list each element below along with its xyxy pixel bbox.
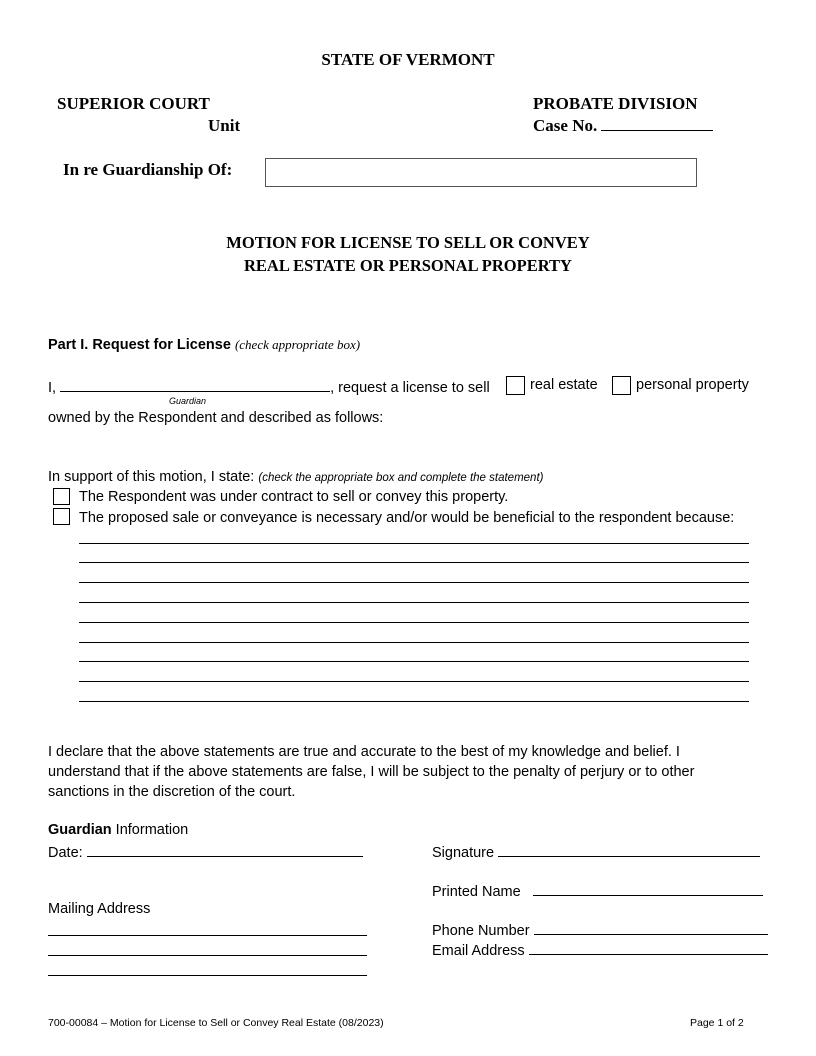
form-id: 700-00084 – Motion for License to Sell or Convey Real Estate (08/2023) — [48, 1017, 384, 1029]
date-label: Date: — [48, 845, 83, 861]
declaration-line2: understand that if the above statements are false, I will be subject to the penalty of perjury or to other — [48, 764, 695, 780]
reason-line[interactable] — [79, 661, 749, 662]
real-estate-label: real estate — [530, 377, 598, 393]
part1-hint: (check appropriate box) — [234, 337, 361, 352]
printed-name-row — [432, 881, 763, 900]
page-number: Page 1 of 2 — [690, 1017, 744, 1029]
mailing-address-line[interactable] — [48, 975, 367, 976]
guardian-name-field[interactable] — [60, 377, 330, 392]
email-label: Email Address — [432, 943, 525, 959]
real-estate-checkbox[interactable] — [506, 376, 525, 395]
reason-line[interactable] — [79, 543, 749, 544]
support-hint: (check the appropriate box and complete the statement) — [258, 472, 544, 484]
guardian-info-heading — [48, 822, 188, 838]
beneficial-checkbox[interactable] — [53, 508, 70, 525]
declaration-line3: sanctions in the discretion of the court. — [48, 784, 296, 800]
beneficial-option-label: The proposed sale or conveyance is necessary and/or would be beneficial to the respondent because: — [79, 510, 735, 526]
email-row — [432, 940, 768, 959]
support-intro-text: In support of this motion, I state: — [48, 469, 255, 485]
date-field[interactable] — [87, 842, 363, 857]
printed-name-label: Printed Name — [432, 884, 521, 900]
guardian-info-rest: Information — [111, 822, 189, 838]
mailing-address-line[interactable] — [48, 955, 367, 956]
form-title-line1: MOTION FOR LICENSE TO SELL OR CONVEY — [226, 233, 590, 252]
mailing-address-label: Mailing Address — [48, 901, 151, 917]
printed-name-field[interactable] — [533, 881, 763, 896]
case-number-field[interactable] — [601, 116, 713, 131]
date-row — [48, 842, 363, 861]
phone-row — [432, 920, 768, 939]
case-number-label: Case No. — [533, 116, 598, 135]
reason-line[interactable] — [79, 602, 749, 603]
guardian-info-bold: Guardian — [48, 822, 112, 838]
signature-label: Signature — [432, 845, 495, 861]
reason-line[interactable] — [79, 642, 749, 643]
signature-row — [432, 842, 760, 861]
reason-line[interactable] — [79, 701, 749, 702]
i-label: I, — [48, 380, 57, 396]
guardian-caption: Guardian — [169, 396, 207, 406]
reason-line[interactable] — [79, 582, 749, 583]
phone-field[interactable] — [534, 920, 768, 935]
form-title-line2: REAL ESTATE OR PERSONAL PROPERTY — [244, 256, 572, 275]
personal-property-checkbox[interactable] — [612, 376, 631, 395]
contract-option-label: The Respondent was under contract to sell or convey this property. — [79, 489, 509, 505]
court-name: SUPERIOR COURT — [57, 94, 210, 113]
mailing-address-line[interactable] — [48, 935, 367, 936]
email-field[interactable] — [529, 940, 768, 955]
division-name: PROBATE DIVISION — [533, 94, 698, 113]
guardianship-input[interactable] — [265, 158, 697, 187]
phone-label: Phone Number — [432, 923, 530, 939]
part1-heading-text: Part I. Request for License — [48, 337, 231, 353]
reason-line[interactable] — [79, 622, 749, 623]
request-text: , request a license to sell — [330, 380, 490, 396]
request-line — [48, 377, 490, 396]
support-intro — [48, 469, 543, 485]
signature-field[interactable] — [498, 842, 760, 857]
unit-label: Unit — [208, 116, 241, 135]
part1-heading — [48, 337, 360, 353]
reason-line[interactable] — [79, 562, 749, 563]
guardianship-label: In re Guardianship Of: — [63, 160, 233, 179]
declaration-line1: I declare that the above statements are true and accurate to the best of my knowledge and belief. I — [48, 744, 680, 760]
contract-checkbox[interactable] — [53, 488, 70, 505]
owned-text: owned by the Respondent and described as follows: — [48, 410, 384, 426]
case-number — [533, 116, 713, 136]
personal-property-label: personal property — [636, 377, 749, 393]
state-title: STATE OF VERMONT — [321, 50, 495, 69]
reason-line[interactable] — [79, 681, 749, 682]
